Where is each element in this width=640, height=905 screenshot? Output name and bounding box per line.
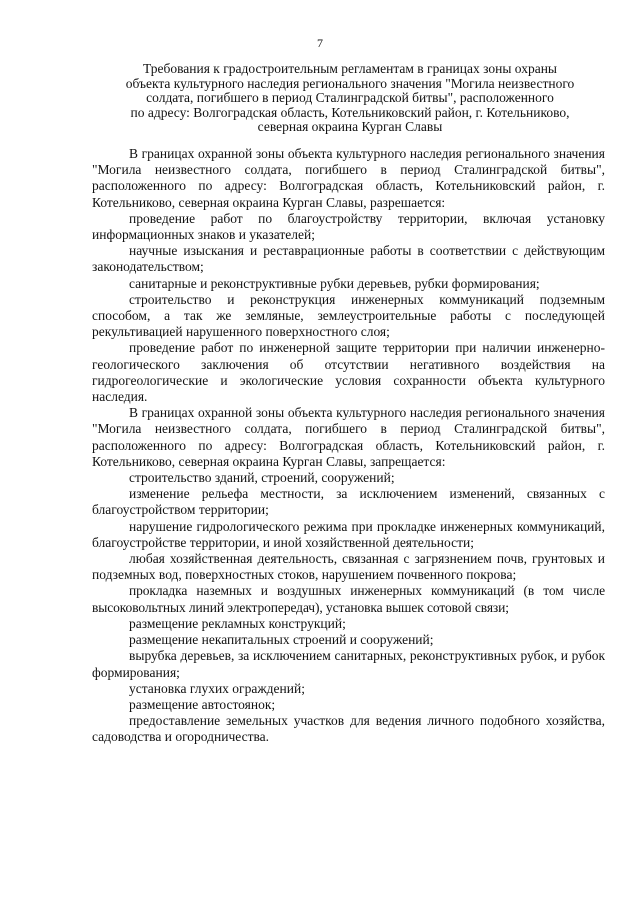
title-line: Требования к градостроительным регламентам в границах зоны охраны	[142, 61, 557, 76]
paragraph-item: проведение работ по благоустройству территории, включая установку информационных знаков и указателей;	[92, 210, 605, 243]
paragraph-item: размещение автостоянок;	[129, 696, 276, 712]
document-title	[96, 62, 604, 135]
document-body	[92, 146, 605, 746]
paragraph-item: размещение рекламных конструкций;	[129, 615, 346, 631]
page-number: 7	[317, 36, 323, 50]
paragraph-item: научные изыскания и реставрационные работы в соответствии с действующим законодательством;	[92, 243, 605, 275]
paragraph-item: прокладка наземных и воздушных инженерных коммуникаций (в том числе высоковольтных линий электропередач), установка вышек сотовой связи;	[92, 583, 605, 615]
paragraph-item: строительство и реконструкция инженерных коммуникаций подземным способом, а так же земляные, землеустроительные работы с последующей рекультивацией нарушенного поверхностного слоя;	[92, 291, 605, 340]
paragraph-item: любая хозяйственная деятельность, связанная с загрязнением почв, грунтовых и подземных вод, поверхностных стоков, нарушением почвенного покрова;	[92, 551, 605, 583]
title-line: солдата, погибшего в период Сталинградской битвы", расположенного	[146, 90, 554, 106]
paragraph-item: санитарные и реконструктивные рубки деревьев, рубки формирования;	[129, 275, 540, 291]
title-line: по адресу: Волгоградская область, Котельниковский район, г. Котельниково,	[130, 104, 570, 120]
paragraph-prohibited-intro: В границах охранной зоны объекта культурного наследия регионального значения "Могила неизвестного солдата, погибшего в период Сталинградской битвы", расположенного по адресу: Волгоградская область, Котельниковский район, г. Котельниково, северная окраина Курган Славы, запрещается:	[92, 405, 605, 469]
paragraph-permitted-intro: В границах охранной зоны объекта культурного наследия регионального значения "Могила неизвестного солдата, погибшего в период Сталинградской битвы", расположенного по адресу: Волгоградская область, Котельниковский район, г. Котельниково, северная окраина Курган Славы, разрешается:	[92, 146, 605, 210]
paragraph-item: нарушение гидрологического режима при прокладке инженерных коммуникаций, благоустройстве территории, и иной хозяйственной деятельности;	[92, 518, 605, 550]
paragraph-item: предоставление земельных участков для ведения личного подобного хозяйства, садоводства и огородничества.	[92, 713, 605, 745]
paragraph-item: строительство зданий, строений, сооружений;	[129, 470, 395, 486]
title-line: объекта культурного наследия регионального значения "Могила неизвестного	[125, 75, 575, 91]
title-line: северная окраина Курган Славы	[257, 119, 443, 135]
paragraph-item: проведение работ по инженерной защите территории при наличии инженерно-геологического заключения об отсутствии негативного воздействия на гидрогеологические и экологические условия сохранности объекта культурного наследия.	[92, 340, 605, 405]
paragraph-item: установка глухих ограждений;	[129, 680, 305, 696]
paragraph-item: размещение некапитальных строений и сооружений;	[129, 632, 434, 648]
paragraph-item: вырубка деревьев, за исключением санитарных, реконструктивных рубок, и рубок формирования;	[92, 648, 605, 680]
paragraph-item: изменение рельефа местности, за исключением изменений, связанных с благоустройством территории;	[92, 486, 605, 518]
